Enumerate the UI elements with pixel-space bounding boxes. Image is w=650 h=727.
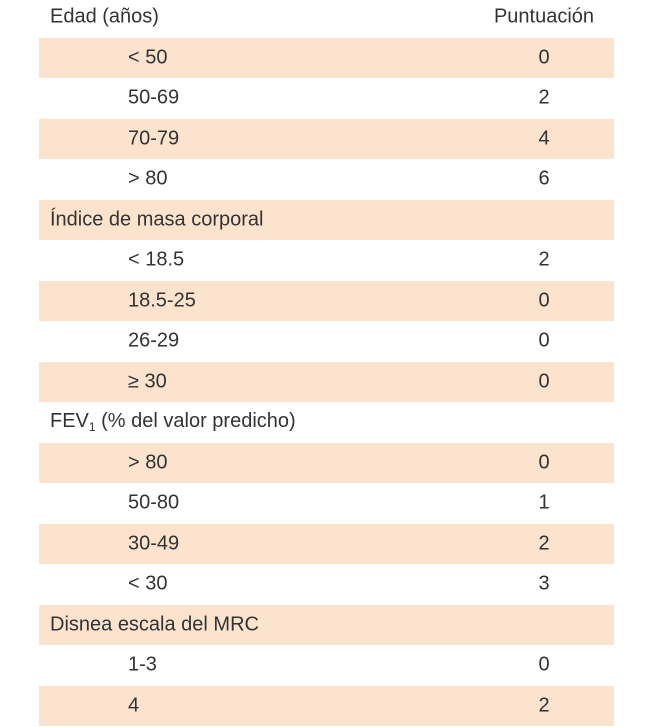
fev1-section-title bbox=[50, 410, 296, 434]
age-range-label: < 50 bbox=[128, 46, 168, 69]
dyspnea-section-title: Disnea escala del MRC bbox=[50, 613, 259, 636]
age-range-label: 70-79 bbox=[128, 127, 180, 150]
fev1-range-label: 30-49 bbox=[128, 532, 180, 555]
table-header-row: Edad (años) Puntuación bbox=[50, 5, 595, 28]
table-row: 70-79 4 bbox=[39, 119, 614, 160]
fev1-range-label: 50-80 bbox=[128, 491, 180, 514]
table-row: ≥ 30 0 bbox=[39, 362, 614, 403]
table-row: 50-69 2 bbox=[128, 86, 550, 109]
age-range-label: > 80 bbox=[128, 167, 168, 190]
bmi-range-label: < 18.5 bbox=[128, 248, 185, 271]
section-header-fev1 bbox=[39, 402, 614, 443]
table-row: 50-80 1 bbox=[128, 491, 550, 514]
dyspnea-range-label: 4 bbox=[128, 694, 140, 717]
age-range-label: 50-69 bbox=[128, 86, 180, 109]
table-row: < 50 0 bbox=[39, 38, 614, 79]
table-row: 30-49 2 bbox=[39, 524, 614, 565]
section-header-bmi bbox=[39, 200, 614, 241]
fev1-title-subscript: 1 bbox=[88, 420, 96, 435]
table-row: 26-29 0 bbox=[128, 329, 550, 352]
bmi-range-label: ≥ 30 bbox=[128, 370, 167, 393]
table-row: > 80 0 bbox=[39, 443, 614, 484]
bmi-section-title: Índice de masa corporal bbox=[50, 208, 264, 231]
table-row: 18.5-25 0 bbox=[39, 281, 614, 322]
fev1-title-main: FEV bbox=[50, 410, 89, 433]
fev1-range-label: > 80 bbox=[128, 451, 168, 474]
bmi-range-label: 26-29 bbox=[128, 329, 180, 352]
dyspnea-range-label: 1-3 bbox=[128, 653, 157, 676]
bmi-range-label: 18.5-25 bbox=[128, 289, 196, 312]
table-row: 1-3 0 bbox=[128, 653, 550, 676]
table-row: > 80 6 bbox=[128, 167, 550, 190]
table-row: < 18.5 2 bbox=[128, 248, 550, 271]
section-header-dyspnea bbox=[39, 605, 614, 646]
table-row: 4 2 bbox=[39, 686, 614, 727]
fev1-range-label: < 30 bbox=[128, 572, 168, 595]
age-header-label: Edad (años) bbox=[50, 5, 159, 28]
table-row: < 30 3 bbox=[128, 572, 550, 595]
score-table bbox=[39, 0, 614, 726]
fev1-title-rest: (% del valor predicho) bbox=[95, 410, 296, 433]
